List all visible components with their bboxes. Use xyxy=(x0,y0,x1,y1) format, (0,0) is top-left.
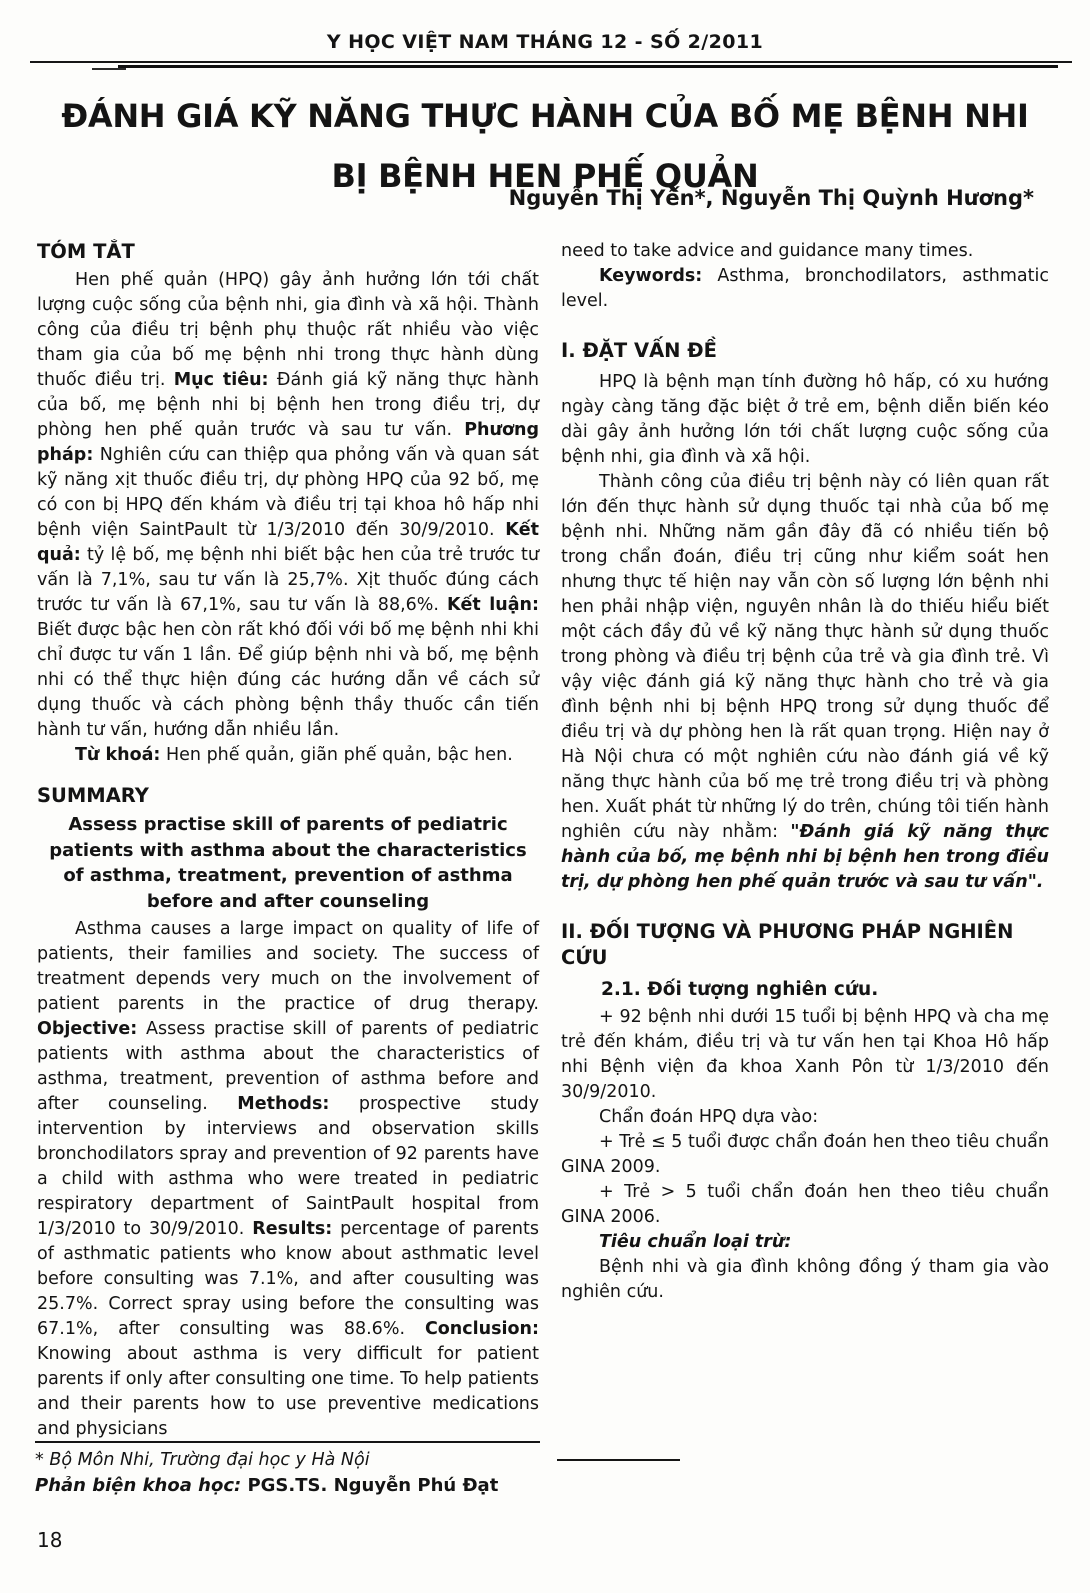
exclusion-criteria-paragraph: Bệnh nhi và gia đình không đồng ý tham gia vào nghiên cứu. xyxy=(561,1257,1049,1302)
right-column xyxy=(561,239,1049,1439)
page-number: 18 xyxy=(37,1528,63,1552)
footnote-rule xyxy=(35,1441,540,1443)
left-column xyxy=(37,239,539,1439)
article-title-line-1: ĐÁNH GIÁ KỸ NĂNG THỰC HÀNH CỦA BỐ MẸ BỆNH NHI xyxy=(61,97,1029,135)
footnote-block xyxy=(35,1441,540,1499)
right-column-footnote-rule xyxy=(557,1459,680,1461)
keywords-vi-line: Từ khoá: Hen phế quản, giãn phế quản, bậc hen. xyxy=(75,745,513,765)
summary-continuation: need to take advice and guidance many times. xyxy=(561,241,974,261)
section-2-heading: II. ĐỐI TƯỢNG VÀ PHƯƠNG PHÁP NGHIÊN CỨU xyxy=(561,920,1014,969)
authors-line: Nguyễn Thị Yến*, Nguyễn Thị Quỳnh Hương* xyxy=(508,186,1034,210)
journal-running-head: Y HỌC VIỆT NAM THÁNG 12 - SỐ 2/2011 xyxy=(326,31,764,53)
header-rule xyxy=(30,61,1072,63)
summary-subtitle: Assess practise skill of parents of pediatric patients with asthma about the characteristics of asthma, treatment, prevention of asthma before and after counseling xyxy=(49,814,527,912)
method-paragraph-1: + 92 bệnh nhi dưới 15 tuổi bị bệnh HPQ và cha mẹ trẻ đến khám, điều trị và tư vấn hen tại Khoa Hô hấp nhi Bệnh viện đa khoa Xanh Pôn từ 1/3/2010 đến 30/9/2010. xyxy=(561,1007,1049,1102)
section-2-1-heading: 2.1. Đối tượng nghiên cứu. xyxy=(601,979,879,1000)
header-rule-overlay xyxy=(118,65,1058,68)
abstract-paragraph: Hen phế quản (HPQ) gây ảnh hưởng lớn tới chất lượng cuộc sống của bệnh nhi, gia đình và xã hội. Thành công của điều trị bệnh phụ thuộc rất nhiều vào việc tham gia của bố mẹ bệnh nhi trong thực hành dùng thuốc điều trị. Mục tiêu: Đánh giá kỹ năng thực hành của bố, mẹ bệnh nhi bị bệnh hen trong điều trị, dự phòng hen phế quản trước và sau tư vấn. Phương pháp: Nghiên cứu can thiệp qua phỏng vấn và quan sát kỹ năng xịt thuốc điều trị, dự phòng HPQ của 92 bố, mẹ có con bị HPQ đến khám và điều trị tại khoa hô hấp nhi bệnh viện SaintPault từ 1/3/2010 đến 30/9/2010. Kết quả: tỷ lệ bố, mẹ bệnh nhi biết bậc hen của trẻ trước tư vấn là 7,1%, sau tư vấn là 25,7%. Xịt thuốc đúng cách trước tư vấn là 67,1%, sau tư vấn là 88,6%. Kết luận: Biết được bậc hen còn rất khó đối với bố mẹ bệnh nhi khi chỉ được tư vấn 1 lần. Để giúp bệnh nhi và bố, mẹ bệnh nhi có thể thực hiện đúng các hướng dẫn về cách sử dụng thuốc và cách phòng bệnh thầy thuốc cần tiến hành tư vấn, hướng dẫn nhiều lần. xyxy=(37,270,539,740)
summary-paragraph: Asthma causes a large impact on quality of life of patients, their families and society. The success of treatment depends very much on the involvement of patient parents in the practice of drug therapy. Objective: Assess practise skill of parents of pediatric patients with asthma about the characteristics of asthma, treatment, prevention of asthma before and after counseling. Methods: prospective study intervention by interviews and observation skills bronchodilators spray and prevention of 92 parents have a child with asthma who were treated in pediatric respiratory department of SaintPault hospital from 1/3/2010 to 30/9/2010. Results: percentage of parents of asthmatic patients who know about asthmatic level before consulting was 7.1%, and after cousulting was 25.7%. Correct spray using before the consulting was 67.1%, after consulting was 88.6%. Conclusion: Knowing about asthma is very difficult for patient parents if only after consulting one time. To help patients and their parents how to use preventive medications and physicians xyxy=(37,919,539,1439)
article-body xyxy=(37,239,1049,1439)
method-paragraph-4: + Trẻ > 5 tuổi chẩn đoán hen theo tiêu chuẩn GINA 2006. xyxy=(561,1182,1049,1227)
method-paragraph-2: Chẩn đoán HPQ dựa vào: xyxy=(599,1107,819,1127)
exclusion-criteria-heading: Tiêu chuẩn loại trừ: xyxy=(599,1232,792,1252)
summary-heading: SUMMARY xyxy=(37,784,149,807)
method-paragraph-3: + Trẻ ≤ 5 tuổi được chẩn đoán hen theo tiêu chuẩn GINA 2009. xyxy=(561,1132,1049,1177)
article-title-line-2: BỊ BỆNH HEN PHẾ QUẢN xyxy=(331,157,759,195)
intro-paragraph-1: HPQ là bệnh mạn tính đường hô hấp, có xu hướng ngày càng tăng đặc biệt ở trẻ em, bệnh diễn biến kéo dài gây ảnh hưởng lớn tới chất lượng cuộc sống của bệnh nhi, gia đình và xã hội. xyxy=(561,372,1049,467)
reviewer-note: Phản biện khoa học: PGS.TS. Nguyễn Phú Đạt xyxy=(35,1475,499,1496)
header-rule-artifact xyxy=(92,68,126,70)
keywords-en-line: Keywords: Asthma, bronchodilators, asthmatic level. xyxy=(561,266,1049,311)
abstract-heading: TÓM TẮT xyxy=(37,240,135,263)
affiliation-note: * Bộ Môn Nhi, Trường đại học y Hà Nội xyxy=(35,1450,370,1470)
section-1-heading: I. ĐẶT VẤN ĐỀ xyxy=(561,339,717,362)
intro-paragraph-2: Thành công của điều trị bệnh này có liên quan rất lớn đến thực hành sử dụng thuốc tại nhà của bố mẹ bệnh nhi. Những năm gần đây đã có nhiều tiến bộ trong chẩn đoán, điều trị cũng như kiểm soát hen nhưng thực tế hiện nay vẫn còn số lượng lớn bệnh nhi hen phải nhập viện, nguyên nhân là do thiếu hiểu biết một cách đầy đủ về kỹ năng thực hành sử dụng thuốc trong phòng và điều trị bệnh của trẻ và gia đình trẻ. Vì vậy việc đánh giá kỹ năng thực hành cho trẻ và gia đình bệnh nhi bị bệnh HPQ trong sử dụng thuốc để điều trị và dự phòng hen là rất quan trọng. Hiện nay ở Hà Nội chưa có một nghiên cứu nào đánh giá về kỹ năng thực hành của bố mẹ trẻ trong điều trị và phòng hen. Xuất phát từ những lý do trên, chúng tôi tiến hành nghiên cứu này nhằm: "Đánh giá kỹ năng thực hành của bố, mẹ bệnh nhi bị bệnh hen trong điều trị, dự phòng hen phế quản trước và sau tư vấn". xyxy=(561,472,1049,892)
